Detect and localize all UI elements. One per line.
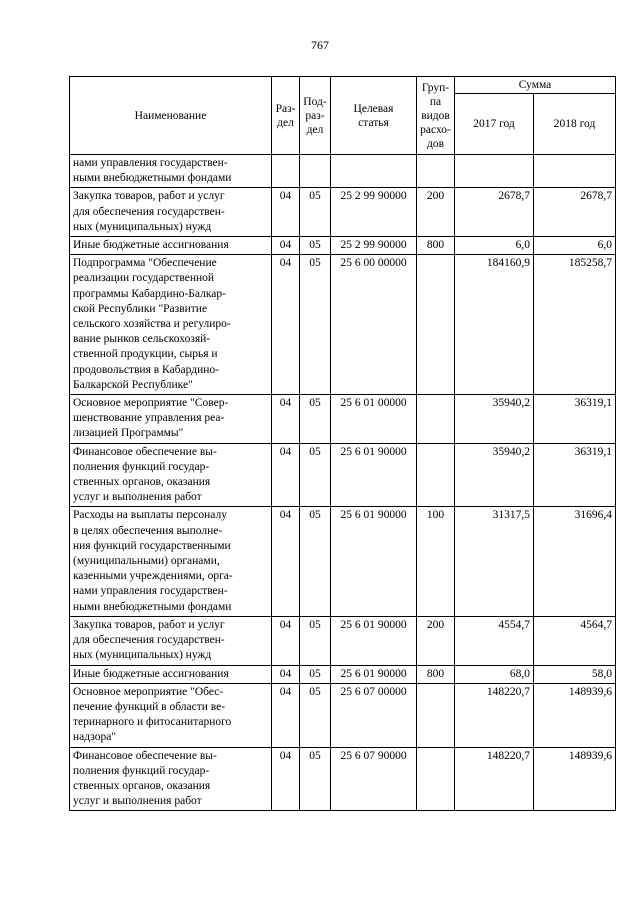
cell-target: 25 6 07 00000 <box>331 683 417 747</box>
table-row <box>70 443 616 507</box>
cell-2017: 148220,7 <box>455 747 534 811</box>
cell-2018: 148939,6 <box>534 747 616 811</box>
cell-vid <box>417 683 455 747</box>
cell-vid <box>417 395 455 444</box>
cell-vid <box>417 747 455 811</box>
header-target: Целевая статья <box>331 77 417 155</box>
cell-vid <box>417 255 455 395</box>
cell-razdel: 04 <box>272 616 300 665</box>
cell-razdel: 04 <box>272 665 300 683</box>
cell-2017: 6,0 <box>455 237 534 255</box>
cell-podrazdel: 05 <box>300 507 331 616</box>
cell-name: Основное мероприятие "Совер- шенствование управления реа- лизацией Программы" <box>70 395 272 444</box>
cell-razdel: 04 <box>272 395 300 444</box>
table-row <box>70 237 616 255</box>
cell-2018: 31696,4 <box>534 507 616 616</box>
table-row <box>70 616 616 665</box>
cell-2018: 185258,7 <box>534 255 616 395</box>
cell-2018 <box>534 155 616 188</box>
cell-target: 25 6 01 90000 <box>331 616 417 665</box>
cell-2018: 58,0 <box>534 665 616 683</box>
header-name: Наименование <box>70 77 272 155</box>
cell-2017: 4554,7 <box>455 616 534 665</box>
cell-2018: 4564,7 <box>534 616 616 665</box>
cell-razdel: 04 <box>272 507 300 616</box>
cell-podrazdel: 05 <box>300 683 331 747</box>
cell-2017: 184160,9 <box>455 255 534 395</box>
cell-razdel: 04 <box>272 188 300 237</box>
cell-razdel: 04 <box>272 747 300 811</box>
cell-2018: 148939,6 <box>534 683 616 747</box>
cell-vid: 200 <box>417 616 455 665</box>
cell-2017: 35940,2 <box>455 395 534 444</box>
table-row <box>70 507 616 616</box>
table-body <box>70 155 616 811</box>
cell-target: 25 2 99 90000 <box>331 237 417 255</box>
cell-razdel: 04 <box>272 683 300 747</box>
cell-target: 25 6 01 90000 <box>331 665 417 683</box>
header-year-2017: 2017 год <box>455 94 534 155</box>
cell-name: нами управления государствен- ными внебюджетными фондами <box>70 155 272 188</box>
cell-razdel: 04 <box>272 255 300 395</box>
cell-target: 25 6 01 90000 <box>331 443 417 507</box>
cell-name: Иные бюджетные ассигнования <box>70 237 272 255</box>
cell-podrazdel: 05 <box>300 255 331 395</box>
header-podrazdel: Под- раз- дел <box>300 77 331 155</box>
cell-2017: 148220,7 <box>455 683 534 747</box>
cell-vid <box>417 155 455 188</box>
cell-podrazdel <box>300 155 331 188</box>
cell-2018: 6,0 <box>534 237 616 255</box>
header-vid: Груп- па видов расхо- дов <box>417 77 455 155</box>
table-row <box>70 188 616 237</box>
cell-vid: 800 <box>417 237 455 255</box>
header-year-2018: 2018 год <box>534 94 616 155</box>
cell-2017: 35940,2 <box>455 443 534 507</box>
cell-name: Закупка товаров, работ и услуг для обеспечения государствен- ных (муниципальных) нужд <box>70 188 272 237</box>
cell-target: 25 6 00 00000 <box>331 255 417 395</box>
budget-table <box>69 76 616 811</box>
cell-podrazdel: 05 <box>300 443 331 507</box>
cell-name: Финансовое обеспечение вы- полнения функций государ- ственных органов, оказания услуг и выполнения работ <box>70 443 272 507</box>
cell-2018: 36319,1 <box>534 443 616 507</box>
page-number: 767 <box>311 38 329 52</box>
table-row <box>70 683 616 747</box>
cell-2018: 2678,7 <box>534 188 616 237</box>
cell-2017: 31317,5 <box>455 507 534 616</box>
cell-name: Финансовое обеспечение вы- полнения функций государ- ственных органов, оказания услуг и выполнения работ <box>70 747 272 811</box>
cell-vid <box>417 443 455 507</box>
cell-name: Расходы на выплаты персоналу в целях обеспечения выполне- ния функций государственными (муниципальными) органами, казенными учреждениями, орга- нами управления государствен- ными внебюджетными фондами <box>70 507 272 616</box>
cell-podrazdel: 05 <box>300 616 331 665</box>
cell-target: 25 6 01 00000 <box>331 395 417 444</box>
cell-name: Подпрограмма "Обеспечение реализации государственной программы Кабардино-Балкар- ской Республики "Развитие сельского хозяйства и регулиро- вание рынков сельскохозяй- ственной продукции, сырья и продовольствия в Кабардино- Балкарской Республике" <box>70 255 272 395</box>
cell-name: Основное мероприятие "Обес- печение функций в области ве- теринарного и фитосанитарного надзора" <box>70 683 272 747</box>
cell-podrazdel: 05 <box>300 665 331 683</box>
cell-podrazdel: 05 <box>300 188 331 237</box>
cell-target <box>331 155 417 188</box>
cell-podrazdel: 05 <box>300 747 331 811</box>
cell-vid: 200 <box>417 188 455 237</box>
header-razdel: Раз- дел <box>272 77 300 155</box>
table-row <box>70 155 616 188</box>
cell-razdel <box>272 155 300 188</box>
cell-2017: 2678,7 <box>455 188 534 237</box>
cell-target: 25 6 01 90000 <box>331 507 417 616</box>
cell-name: Иные бюджетные ассигнования <box>70 665 272 683</box>
table-row <box>70 747 616 811</box>
cell-vid: 100 <box>417 507 455 616</box>
cell-2018: 36319,1 <box>534 395 616 444</box>
cell-razdel: 04 <box>272 237 300 255</box>
cell-target: 25 6 07 90000 <box>331 747 417 811</box>
table-row <box>70 665 616 683</box>
cell-razdel: 04 <box>272 443 300 507</box>
cell-name: Закупка товаров, работ и услуг для обеспечения государствен- ных (муниципальных) нужд <box>70 616 272 665</box>
cell-podrazdel: 05 <box>300 237 331 255</box>
table-row <box>70 395 616 444</box>
cell-vid: 800 <box>417 665 455 683</box>
cell-podrazdel: 05 <box>300 395 331 444</box>
table-row <box>70 255 616 395</box>
cell-2017 <box>455 155 534 188</box>
header-sum: Сумма <box>455 77 616 94</box>
cell-target: 25 2 99 90000 <box>331 188 417 237</box>
cell-2017: 68,0 <box>455 665 534 683</box>
